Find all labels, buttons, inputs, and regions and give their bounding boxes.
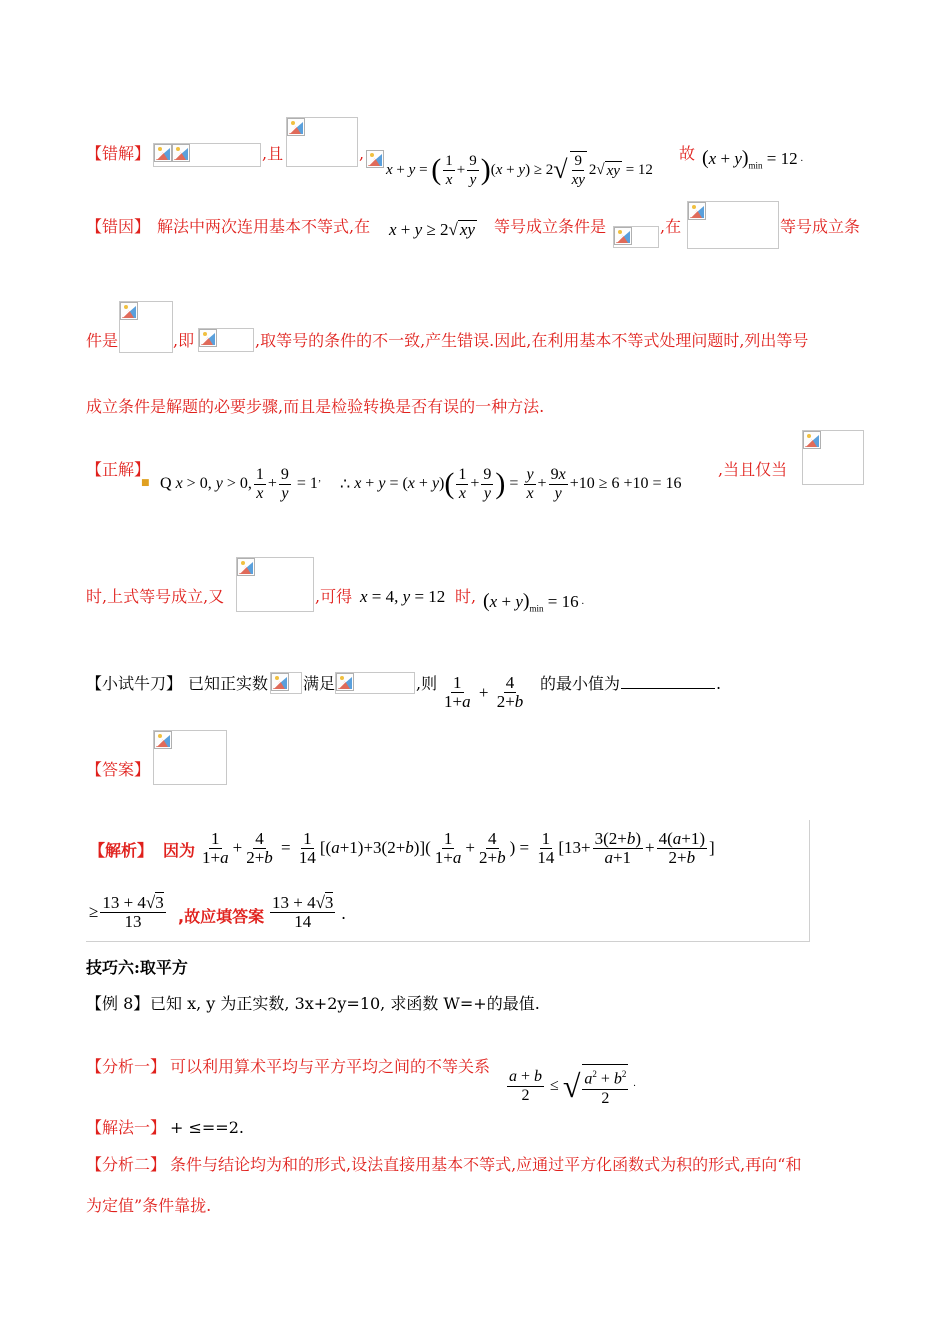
formula-image-placeholder xyxy=(687,201,779,249)
fenxi1-label: 【分析一】 xyxy=(86,1057,167,1076)
cuoyin-text4: 等号成立条 xyxy=(780,217,861,236)
practice-text4: 的最小值为 xyxy=(540,674,621,693)
zhengjie-min-result: $(x + y)_{min} = 16$ · xyxy=(483,590,585,614)
cuoyin-text8: 成立条件是解题的必要步骤,而且是检验转换是否有误的一种方法. xyxy=(86,397,545,416)
section-title: 技巧六:取平方 xyxy=(86,958,188,977)
broken-image-icon xyxy=(237,558,255,576)
fenxi2-label: 【分析二】 xyxy=(86,1155,167,1174)
cuoyin-label: 【错因】 xyxy=(86,217,151,236)
cuoyin-formula: x + y ≥ 2√ xy xyxy=(389,220,475,239)
bullet-dot: ■ xyxy=(141,478,150,488)
formula-image-placeholder xyxy=(802,430,864,485)
zhengjie-derive: ∴ x + y = ( x + y ) ( $\frac{1}{x}$ + $\frac{9}{y}$ ) = $\frac{y}{x}$ + $\frac{9x}{y}$ +10 ≥ 6 +10 = 16 xyxy=(340,465,682,502)
broken-image-icon xyxy=(172,144,190,162)
zhengjie-text2: ,可得 xyxy=(315,587,353,606)
analysis-fill: ,故应填答案 xyxy=(178,907,265,926)
cuojie-comma: , xyxy=(359,144,365,163)
cuojie-label: 【错解】 xyxy=(86,144,151,163)
analysis-line1: $\frac{1}{1+a}$ + $\frac{4}{2+b}$ = $\frac{1}{14}$ [( a +1)+3(2+ b )]( $\frac{1}{1+a}$ + $\frac{4}{2+b}$ ) = $\frac{1}{14}$ [13+ $\frac{3(2+b)}{a+1}$ + $\frac{4(a+1)}{2+b}$ ] xyxy=(202,828,715,867)
cuoyin-text6: ,即 xyxy=(173,331,195,350)
jiefa1-text: + ≤==2. xyxy=(170,1118,244,1137)
formula-image-placeholder xyxy=(335,672,415,694)
formula-image-placeholder xyxy=(119,301,173,353)
analysis-answer-value: $\frac{13 + 4√3}{14}$ xyxy=(272,892,334,931)
zhengjie-when: ,当且仅当 xyxy=(718,460,788,479)
cuojie-therefore: 故 xyxy=(679,144,696,163)
practice-expr: $\frac{1}{1+a}$ + $\frac{4}{2+b}$ xyxy=(444,673,524,711)
broken-image-icon xyxy=(614,227,632,245)
analysis-end: . xyxy=(341,904,347,923)
cuoyin-text2: 等号成立条件是 xyxy=(494,217,607,236)
broken-image-icon xyxy=(271,673,289,691)
fenxi1-formula: $\frac{a + b}{2}$ ≤ √ $\frac{a^2 + b^2}{2}$ · xyxy=(505,1060,636,1112)
zhengjie-label: 【正解】 xyxy=(86,460,151,479)
formula-image-placeholder xyxy=(286,117,358,167)
zhengjie-text3: 时, xyxy=(455,587,477,606)
broken-image-icon xyxy=(366,150,384,168)
broken-image-icon xyxy=(154,144,172,162)
broken-image-icon xyxy=(154,731,172,749)
practice-text3: ,则 xyxy=(416,674,438,693)
broken-image-icon xyxy=(120,302,138,320)
cuoyin-text3: ,在 xyxy=(660,217,682,236)
answer-blank xyxy=(621,674,715,689)
formula-image-placeholder xyxy=(366,150,384,168)
example8-label: 【例 8】 xyxy=(86,994,150,1013)
practice-text2: 满足 xyxy=(303,674,336,693)
practice-label: 【小试牛刀】 xyxy=(86,674,183,693)
formula-image-placeholder xyxy=(153,730,227,785)
formula-image-placeholder xyxy=(153,143,261,167)
zhengjie-solve: x = 4, y = 12 xyxy=(360,587,446,606)
answer-label: 【答案】 xyxy=(86,760,151,779)
cuojie-formula: x + y = ( $\frac{1}{x}$ + $\frac{9}{y}$ ) ( x + y ) ≥ 2 √ $\frac{9}{xy}$ 2 √ xy = 12 xyxy=(386,152,653,188)
zhengjie-premise: Q x > 0, y > 0, $\frac{1}{x}$ + $\frac{9}{y}$ = 1 ’ xyxy=(160,465,322,502)
cuoyin-text5: 件是 xyxy=(86,331,119,350)
cuojie-and-text: ,且 xyxy=(262,144,284,163)
zhengjie-text1: 时,上式等号成立,又 xyxy=(86,587,225,606)
formula-image-placeholder xyxy=(236,557,314,612)
formula-image-placeholder xyxy=(198,328,254,352)
formula-image-placeholder xyxy=(613,226,659,248)
fenxi2-text1: 条件与结论均为和的形式,设法直接用基本不等式,应通过平方化函数式为积的形式,再向“和 xyxy=(170,1155,802,1174)
broken-image-icon xyxy=(688,202,706,220)
jiefa1-label: 【解法一】 xyxy=(86,1118,167,1137)
broken-image-icon xyxy=(287,118,305,136)
analysis-because: 因为 xyxy=(163,841,196,860)
cuoyin-text1: 解法中两次连用基本不等式,在 xyxy=(157,217,371,236)
broken-image-icon xyxy=(336,673,354,691)
analysis-line2: ≥ $\frac{13 + 4√3}{13}$ xyxy=(89,892,164,931)
fenxi1-text: 可以利用算术平均与平方平均之间的不等关系 xyxy=(170,1057,491,1076)
practice-end: . xyxy=(716,674,722,693)
cuojie-min-value: 12 xyxy=(780,149,798,168)
analysis-label: 【解析】 xyxy=(89,841,154,860)
broken-image-icon xyxy=(803,431,821,449)
cuojie-min-result: $(x + y)_{min} = 12$ · xyxy=(702,147,804,171)
fenxi2-text2: 为定值”条件靠拢. xyxy=(86,1196,212,1215)
formula-image-placeholder xyxy=(270,672,302,694)
practice-text1: 已知正实数 xyxy=(188,674,269,693)
cuoyin-text7: ,取等号的条件的不一致,产生错误.因此,在利用基本不等式处理问题时,列出等号 xyxy=(255,331,809,350)
example8-text: 已知 x, y 为正实数, 3x+2y=10, 求函数 W=+的最值. xyxy=(150,994,540,1013)
broken-image-icon xyxy=(199,329,217,347)
